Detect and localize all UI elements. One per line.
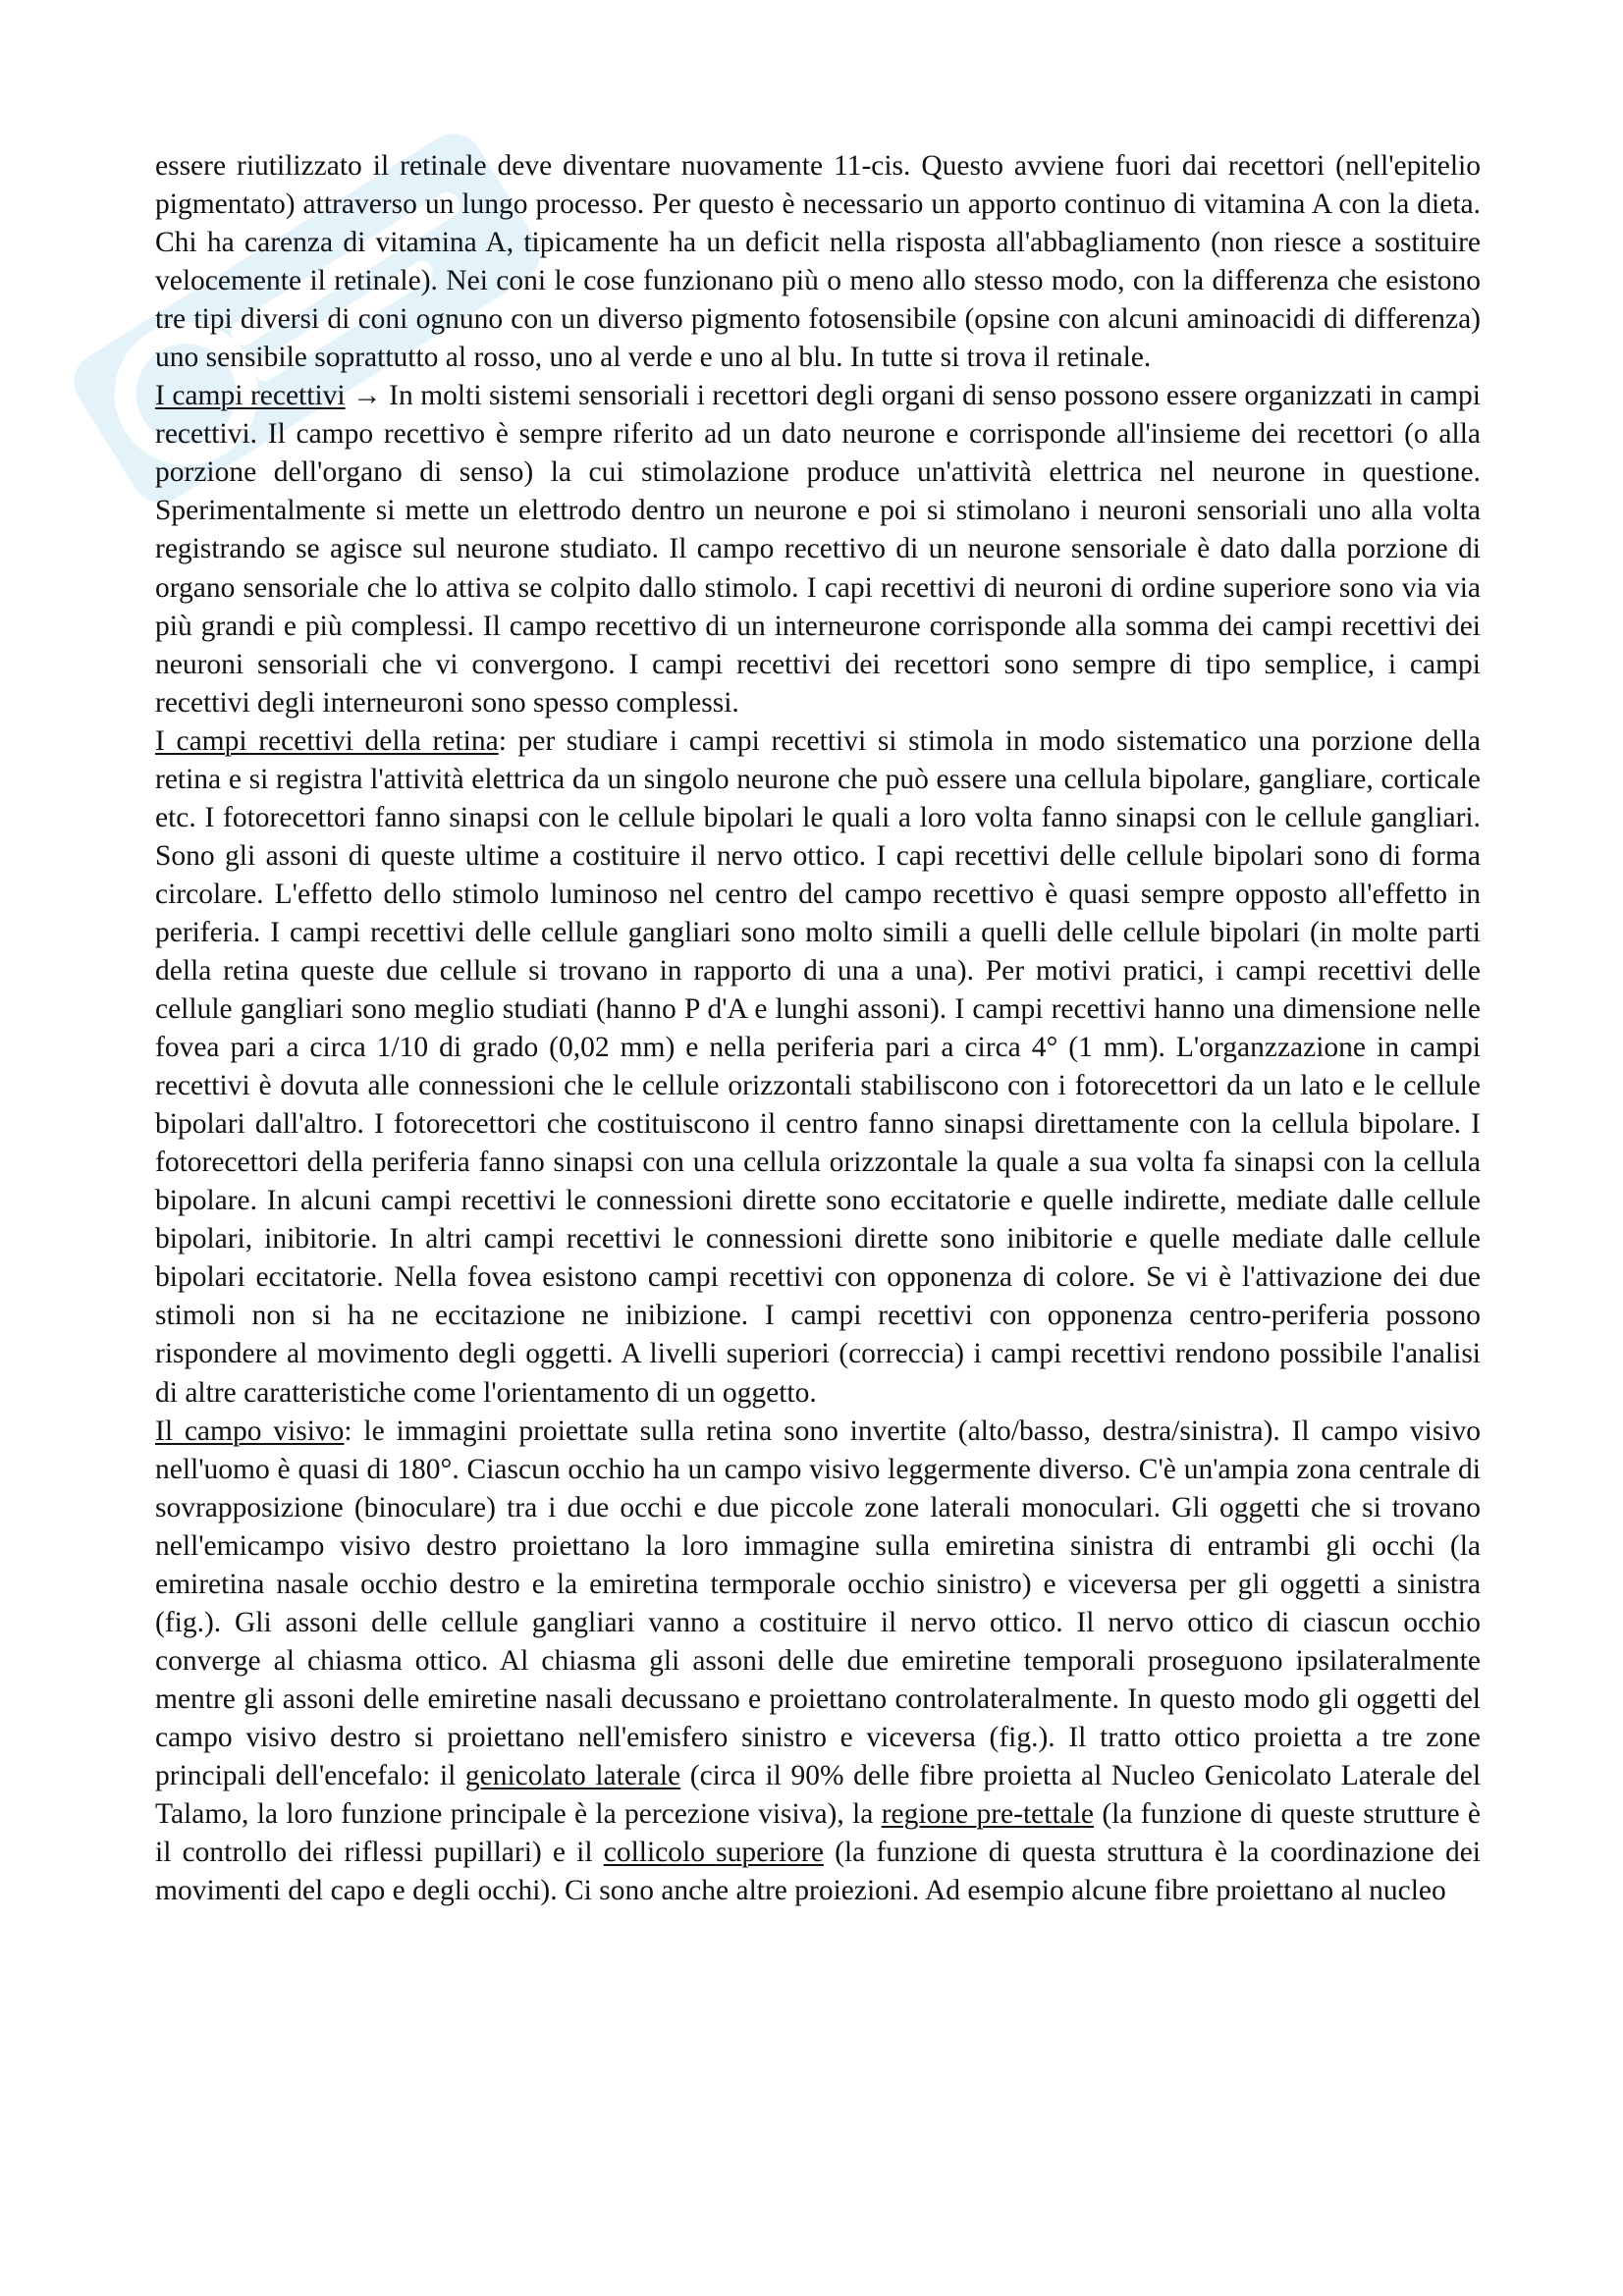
body-campi-retina: : per studiare i campi recettivi si stimola in modo sistematico una porzione della retina e si registra l'attività elettrica da un singolo neurone che può essere una cellula bipolare, gangliare, corticale etc. I fotorecettori fanno sinapsi con le cellule bipolari le quali a loro volta fanno sinapsi con le cellule gangliari. Sono gli assoni di queste ultime a costituire il nervo ottico. I capi recettivi delle cellule bipolari sono di forma circolare. L'effetto dello stimolo luminoso nel centro del campo recettivo è quasi sempre opposto all'effetto in periferia. I campi recettivi delle cellule gangliari sono molto simili a quelli delle cellule bipolari (in molte parti della retina queste due cellule si trovano in rapporto di una a una). Per motivi pratici, i campi recettivi delle cellule gangliari sono meglio studiati (hanno P d'A e lunghi assoni). I campi recettivi hanno una dimensione nelle fovea pari a circa 1/10 di grado (0,02 mm) e nella periferia pari a circa 4° (1 mm). L'organzzazione in campi recettivi è dovuta alle connessioni che le cellule orizzontali stabiliscono con i fotorecettori da un lato e le cellule bipolari dall'altro. I fotorecettori che costituiscono il centro fanno sinapsi direttamente con la cellula bipolare. I fotorecettori della periferia fanno sinapsi con una cellula orizzontale la quale a sua volta fa sinapsi con la cellula bipolare. In alcuni campi recettivi le connessioni dirette sono eccitatorie e quelle indirette, mediate dalle cellule bipolari, inibitorie. In altri campi recettivi le connessioni dirette sono inibitorie e quelle mediate dalle cellule bipolari eccitatorie. Nella fovea esistono campi recettivi con opponenza di colore. Se vi è l'attivazione dei due stimoli non si ha ne eccitazione ne inibizione. I campi recettivi con opponenza centro-periferia possono rispondere al movimento degli oggetti. A livelli superiori (correccia) i campi recettivi rendono possibile l'analisi di altre caratteristiche come l'orientamento di un oggetto. — [155, 724, 1482, 1409]
term-genicolato-laterale: genicolato laterale — [464, 1759, 681, 1791]
paragraph-campi-recettivi — [155, 377, 1481, 721]
paragraph-campo-visivo — [155, 1413, 1481, 1911]
body-campi-recettivi: → In molti sistemi sensoriali i recettori degli organi di senso possono essere organizzati in campi recettivi. Il campo recettivo è sempre riferito ad un dato neurone e corrisponde all'insieme dei recettori (o alla porzione dell'organo di senso) la cui stimolazione produce un'attività elettrica nel neurone in questione. Sperimentalmente si mette un elettrodo dentro un neurone e poi si stimolano i neuroni sensoriali uno alla volta registrando se agisce sul neurone studiato. Il campo recettivo di un neurone sensoriale è dato dalla porzione di organo sensoriale che lo attiva se colpito dallo stimolo. I capi recettivi di neuroni di ordine superiore sono via via più grandi e più complessi. Il campo recettivo di un interneurone corrisponde alla somma dei campi recettivi dei neuroni sensoriali che vi convergono. I campi recettivi dei recettori sono sempre di tipo semplice, i campi recettivi degli interneuroni sono spesso complessi. — [155, 380, 1481, 719]
body-campo-visivo-4: (la funzione di questa struttura è la coordinazione dei movimenti del capo e degli occhi). Ci sono anche altre proiezioni. Ad esempio alcune fibre proiettano al nucleo — [155, 1837, 1481, 1907]
body-campo-visivo-1: : le immagini proiettate sulla retina sono invertite (alto/basso, destra/sinistra). Il campo visivo nell'uomo è quasi di 180°. Ciascun occhio ha un campo visivo leggermente diverso. C'è un'ampia zona centrale di sovrapposizione (binoculare) tra i due occhi e due piccole zone laterali monoculari. Gli oggetti che si trovano nell'emicampo visivo destro proiettano la loro immagine sulla emiretina sinistra di entrambi gli occhi (la emiretina nasale occhio destro e la emiretina termporale occhio sinistro) e viceversa per gli oggetti a sinistra (fig.). Gli assoni delle cellule gangliari vanno a costituire il nervo ottico. Il nervo ottico di ciascun occhio converge al chiasma ottico. Al chiasma gli assoni delle due emiretine temporali proseguono ipsilateralmente mentre gli assoni delle emiretine nasali decussano e proiettano controlateralmente. In questo modo gli oggetti del campo visivo destro si proiettano nell'emisfero sinistro e viceversa (fig.). Il tratto ottico proietta a tre zone principali dell'encefalo: il — [155, 1415, 1481, 1791]
heading-campi-recettivi: I campi recettivi — [155, 380, 346, 412]
paragraph-retinale: essere riutilizzato il retinale deve diventare nuovamente 11-cis. Questo avviene fuori dai recettori (nell'epitelio pigmentato) attraverso un lungo processo. Per questo è necessario un apporto continuo di vitamina A con la dieta. Chi ha carenza di vitamina A, tipicamente ha un deficit nella risposta all'abbagliamento (non riesce a sostituire velocemente il retinale). Nei coni le cose funzionano più o meno allo stesso modo, con la differenza che esistono tre tipi diversi di coni ognuno con un diverso pigmento fotosensibile (opsine con alcuni aminoacidi di differenza) uno sensibile soprattutto al rosso, uno al verde e uno al blu. In tutte si trova il retinale. — [155, 150, 1481, 374]
body-campo-visivo-3: (la funzione di queste strutture è il controllo dei riflessi pupillari) e il — [155, 1798, 1481, 1869]
body-campo-visivo-2: (circa il 90% delle fibre proietta al Nucleo Genicolato Laterale del Talamo, la loro funzione principale è la percezione visiva), la — [155, 1759, 1482, 1831]
document-body — [155, 147, 1481, 1910]
term-regione-pre-tettale: regione pre-tettale — [881, 1798, 1095, 1831]
heading-campi-retina: I campi recettivi della retina — [155, 724, 499, 757]
term-collicolo-superiore: collicolo superiore — [603, 1837, 824, 1869]
heading-campo-visivo: Il campo visivo — [155, 1415, 345, 1447]
paragraph-campi-retina — [155, 722, 1481, 1413]
